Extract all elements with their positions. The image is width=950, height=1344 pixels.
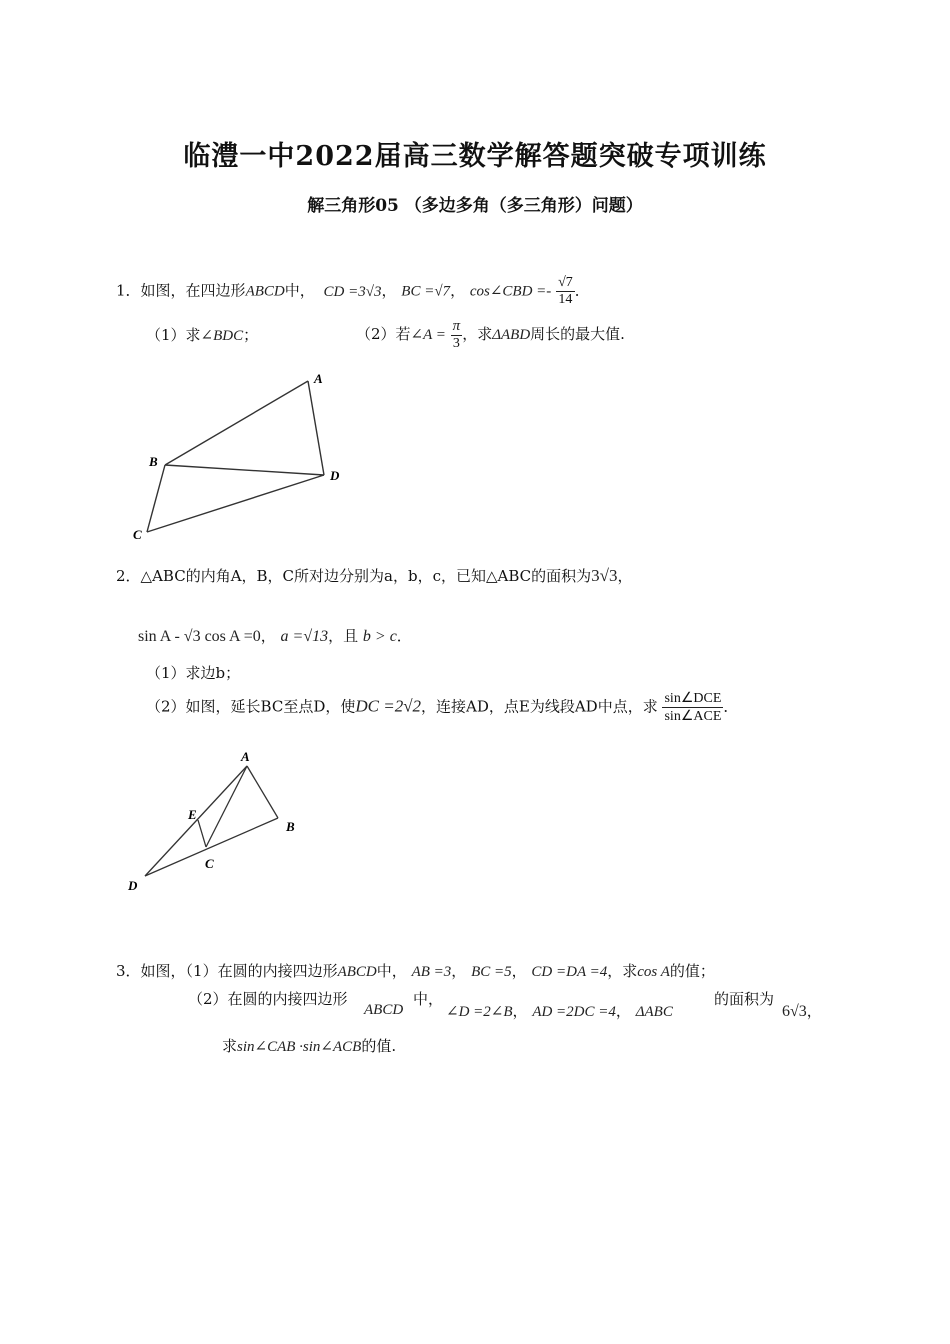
q2-area: 3√3 <box>591 566 618 585</box>
q3-l2b: 中， <box>413 990 444 1008</box>
q2-ineq: b > c <box>362 628 397 645</box>
fig2-label-a: A <box>241 749 250 764</box>
q2-p2-b: ，连接AD，点E为线段AD中点，求 <box>421 697 658 716</box>
q3-prod: sin∠CAB ·sin∠ACB <box>237 1039 362 1055</box>
edge-ab <box>247 766 278 818</box>
q2-p2-den: sin∠ACE <box>664 709 722 724</box>
q3-angle: ∠D =2∠B <box>446 1004 513 1020</box>
q3-quad: ABCD <box>337 964 377 980</box>
q1-part1 <box>146 324 258 345</box>
fig1-label-b: B <box>149 454 158 469</box>
q3-ab: AB =3 <box>411 964 452 980</box>
q3-l2d: ， <box>806 1002 822 1020</box>
q1-cos-den: 14 <box>558 292 573 307</box>
q2-comma: ， <box>617 567 633 585</box>
q1-p2-end: 周长的最大值. <box>530 325 625 343</box>
q1-cos-num: √7 <box>558 275 573 290</box>
page-subtitle: 解三角形05 （多边多角（多三角形）问题） <box>307 196 643 216</box>
fig2-label-b: B <box>286 819 295 834</box>
figure-2 <box>120 742 320 897</box>
q2-p2-dc: DC =2√2 <box>355 696 422 716</box>
fig1-label-d: D <box>330 468 340 483</box>
q3-line2-mid <box>413 988 443 1009</box>
q3-bc: BC =5 <box>471 964 512 980</box>
q2-eq2: a =√13 <box>280 628 329 645</box>
q1-cd: CD =3√3 <box>323 283 382 300</box>
q3-l2c: 的面积为 <box>714 990 775 1008</box>
q1-cos-fraction <box>556 275 575 308</box>
q3-line2-end <box>714 988 774 1009</box>
q1-intro: 如图，在四边形 <box>140 281 246 300</box>
q2-eq1: sin A - √3 cos A =0 <box>138 628 261 645</box>
q1-p1-end: ； <box>243 326 259 344</box>
q3-cosA: cos A <box>637 964 670 980</box>
q2-part1: （1）求边b； <box>146 664 241 682</box>
q3-l1a: 如图，（1）在圆的内接四边形 <box>140 962 338 980</box>
edge-ec <box>198 820 206 847</box>
q3-l3a: 求 <box>222 1037 238 1055</box>
q1-mid: 中， <box>284 281 315 300</box>
q2-number: 2． <box>116 567 141 585</box>
q3-line2-quad <box>364 1000 403 1019</box>
q1-number: 1． <box>116 281 141 300</box>
q3-l1c: ，求 <box>607 962 638 980</box>
q1-quad: ABCD <box>245 283 285 300</box>
q3-l3b: 的值. <box>361 1037 397 1055</box>
q3-line2 <box>188 988 348 1009</box>
q2-p2-end: ． <box>723 697 739 716</box>
edge-bc <box>147 465 165 532</box>
q1-p2-expr: ∠A = <box>410 327 446 343</box>
edge-bd <box>165 465 324 475</box>
figure-1 <box>125 365 365 550</box>
q2-period: ． <box>396 627 412 645</box>
q1-p2-label: （2）若 <box>356 325 411 343</box>
q2-part2 <box>146 690 738 725</box>
q1-end: ． <box>574 281 590 300</box>
q1-p2-num: π <box>452 318 461 334</box>
q1-line1: 1．如图，在四边形ABCD中， CD =3√3， BC =√7， cos∠CBD =- $\frac{√7}{14}$ ． <box>116 275 590 307</box>
fig2-label-e: E <box>188 807 197 822</box>
q3-l1d: 的值； <box>669 962 715 980</box>
fig2-label-c: C <box>205 856 214 871</box>
page-title: 临澧一中2022届高三数学解答题突破专项训练 <box>183 141 767 172</box>
q1-p1-label: （1）求 <box>146 326 201 344</box>
q2-p2-fraction <box>662 690 723 725</box>
q3-l2a: （2）在圆的内接四边形 <box>188 990 348 1008</box>
q1-cos: cos∠CBD =- <box>469 283 552 300</box>
q1-part2 <box>356 318 625 352</box>
q2-and: ，且 <box>328 627 359 645</box>
edge-ad <box>308 381 324 475</box>
q3-cdda: CD =DA =4 <box>531 964 608 980</box>
q1-p1-expr: ∠BDC <box>200 328 244 344</box>
q1-p2-den: 3 <box>452 336 460 351</box>
q2-line2: sin A - √3 cos A =0， a =√13，且 b > c． <box>138 627 412 645</box>
q3-line3 <box>222 1035 396 1056</box>
q1-bc: BC =√7 <box>401 283 451 300</box>
q3-l1b: 中， <box>376 962 407 980</box>
q3-area-wrap <box>782 1000 822 1021</box>
fig2-label-d: D <box>128 878 138 893</box>
q3-number: 3． <box>116 962 141 980</box>
q2-p2-a: （2）如图，延长BC至点D，使 <box>146 697 356 716</box>
q3-tri: ΔABC <box>635 1004 673 1020</box>
fig1-label-c: C <box>133 527 142 542</box>
q3-quad-2: ABCD <box>364 1002 404 1018</box>
q3-line2-exprs: ∠D =2∠B， AD =2DC =4， ΔABC <box>446 1002 673 1020</box>
q2-p2-num: sin∠DCE <box>664 691 722 706</box>
edge-ab <box>165 381 308 465</box>
q3-area: 6√3 <box>782 1003 807 1020</box>
q1-p2-mid: ，求 <box>462 325 493 343</box>
fig1-label-a: A <box>314 371 323 386</box>
q1-p2-fraction <box>451 318 463 352</box>
q2-line1-text: △ABC的内角A，B，C所对边分别为a，b，c，已知△ABC的面积为 <box>140 567 592 585</box>
q3-line1: 3．如图，（1）在圆的内接四边形ABCD中， AB =3， BC =5， CD =DA =4，求cos A的值； <box>116 962 715 980</box>
edge-cd <box>147 475 324 532</box>
q2-line1 <box>116 565 632 586</box>
q3-adc: AD =2DC =4 <box>532 1004 616 1020</box>
q1-p2-tri: ΔABD <box>492 327 531 343</box>
